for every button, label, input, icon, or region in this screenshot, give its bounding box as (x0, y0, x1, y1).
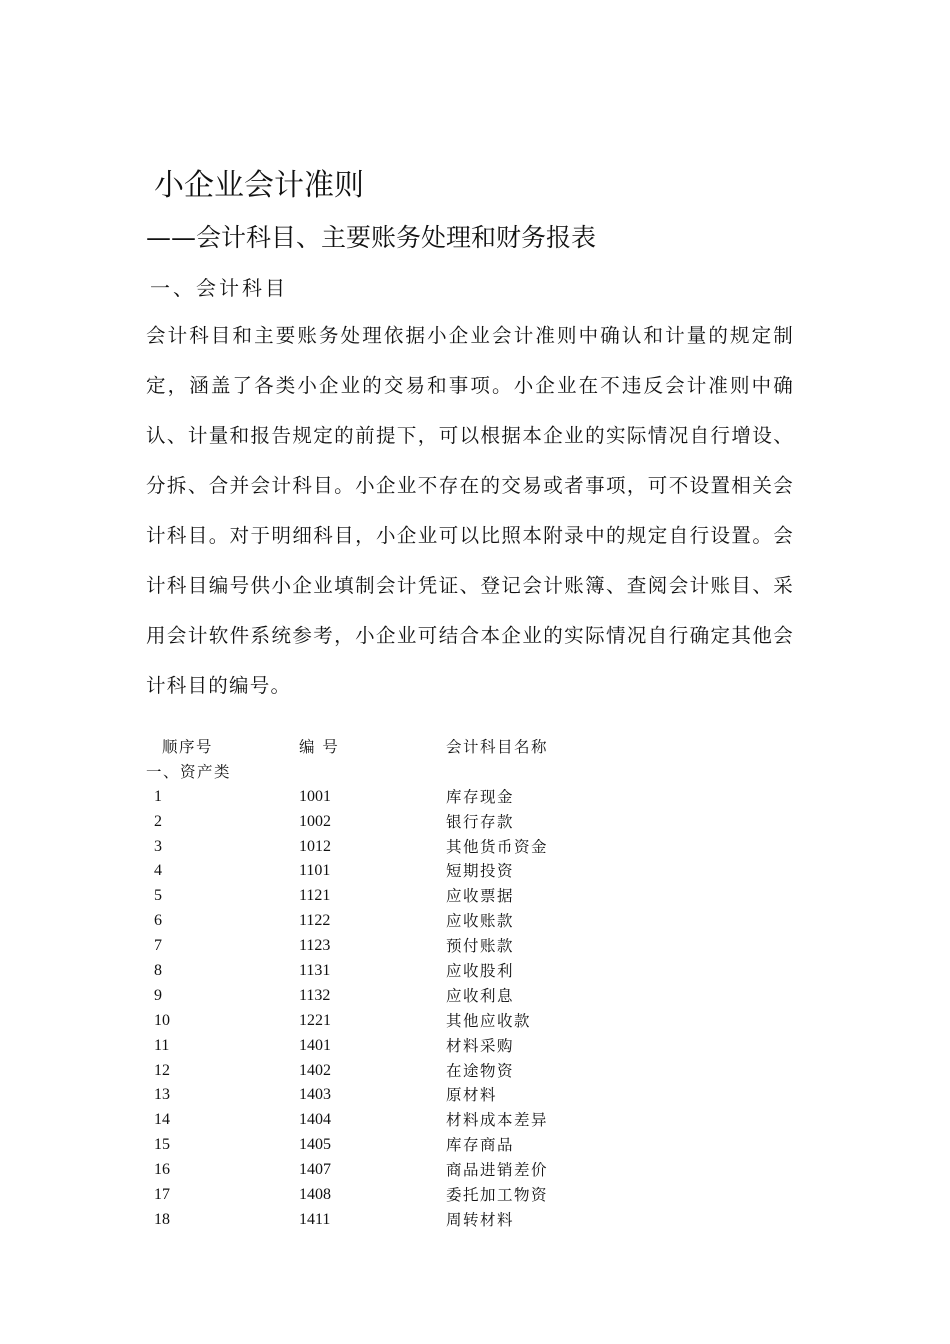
code-cell: 1402 (299, 1061, 331, 1079)
header-seq: 顺序号 (162, 738, 214, 756)
code-cell: 1122 (299, 912, 331, 930)
seq-cell: 12 (154, 1061, 170, 1079)
code-cell: 1408 (299, 1186, 331, 1204)
table-header-row (146, 735, 626, 760)
seq-cell: 15 (154, 1136, 170, 1154)
seq-cell: 16 (154, 1161, 170, 1179)
document-title: 小企业会计准则 (154, 168, 364, 203)
account-name-cell: 周转材料 (446, 1210, 515, 1229)
account-name-cell: 其他应收款 (446, 1011, 532, 1030)
code-cell: 1404 (299, 1111, 331, 1129)
account-name-cell: 预付账款 (446, 937, 515, 956)
seq-cell: 10 (154, 1011, 170, 1029)
seq-cell: 6 (154, 912, 162, 930)
table-row (146, 984, 626, 1009)
section-heading: 一、会计科目 (150, 276, 288, 300)
account-name-cell: 委托加工物资 (446, 1186, 549, 1205)
table-row (146, 959, 626, 984)
table-row (146, 1208, 626, 1233)
seq-cell: 5 (154, 887, 162, 905)
table-row (146, 909, 626, 934)
header-account-name: 会计科目名称 (446, 738, 549, 756)
account-name-cell: 库存现金 (446, 787, 515, 806)
code-cell: 1131 (299, 962, 331, 980)
table-row (146, 859, 626, 884)
seq-cell: 11 (154, 1036, 170, 1054)
seq-cell: 17 (154, 1186, 170, 1204)
header-code: 编 号 (299, 738, 340, 756)
account-name-cell: 其他货币资金 (446, 837, 549, 856)
seq-cell: 7 (154, 937, 162, 955)
intro-paragraph: 会计科目和主要账务处理依据小企业会计准则中确认和计量的规定制定，涵盖了各类小企业的交易和事项。小企业在不违反会计准则中确认、计量和报告规定的前提下，可以根据本企业的实际情况自行增设、分拆、合并会计科目。小企业不存在的交易或者事项，可不设置相关会计科目。对于明细科目，小企业可以比照本附录中的规定自行设置。会计科目编号供小企业填制会计凭证、登记会计账簿、查阅会计账目、采用会计软件系统参考，小企业可结合本企业的实际情况自行确定其他会计科目的编号。 (146, 324, 794, 697)
account-name-cell: 原材料 (446, 1086, 498, 1105)
code-cell: 1101 (299, 862, 331, 880)
code-cell: 1132 (299, 986, 331, 1004)
account-name-cell: 银行存款 (446, 812, 515, 831)
seq-cell: 14 (154, 1111, 170, 1129)
category-row (146, 760, 626, 785)
table-row (146, 1158, 626, 1183)
table-row (146, 1083, 626, 1108)
code-cell: 1411 (299, 1210, 331, 1228)
table-row (146, 1133, 626, 1158)
category-label: 一、资产类 (146, 762, 232, 781)
code-cell: 1012 (299, 837, 331, 855)
code-cell: 1401 (299, 1036, 331, 1054)
account-name-cell: 应收票据 (446, 887, 515, 906)
table-row (146, 1108, 626, 1133)
code-cell: 1002 (299, 812, 331, 830)
table-row (146, 1034, 626, 1059)
table-row (146, 884, 626, 909)
seq-cell: 2 (154, 812, 162, 830)
account-name-cell: 应收账款 (446, 912, 515, 931)
seq-cell: 3 (154, 837, 162, 855)
code-cell: 1405 (299, 1136, 331, 1154)
seq-cell: 13 (154, 1086, 170, 1104)
code-cell: 1123 (299, 937, 331, 955)
seq-cell: 1 (154, 787, 162, 805)
account-code-table (146, 735, 626, 1233)
account-name-cell: 材料成本差异 (446, 1111, 549, 1130)
code-cell: 1221 (299, 1011, 331, 1029)
table-row (146, 785, 626, 810)
table-row (146, 810, 626, 835)
account-name-cell: 在途物资 (446, 1061, 515, 1080)
table-row (146, 1059, 626, 1084)
seq-cell: 18 (154, 1210, 170, 1228)
account-name-cell: 应收股利 (446, 962, 515, 981)
code-cell: 1001 (299, 787, 331, 805)
seq-cell: 4 (154, 862, 162, 880)
table-body (146, 785, 626, 1233)
table-row (146, 835, 626, 860)
table-row (146, 1183, 626, 1208)
account-name-cell: 库存商品 (446, 1136, 515, 1155)
document-subtitle: ——会计科目、主要账务处理和财务报表 (146, 223, 597, 252)
account-name-cell: 短期投资 (446, 862, 515, 881)
code-cell: 1407 (299, 1161, 331, 1179)
code-cell: 1121 (299, 887, 331, 905)
table-row (146, 1009, 626, 1034)
account-name-cell: 材料采购 (446, 1036, 515, 1055)
seq-cell: 9 (154, 986, 162, 1004)
account-name-cell: 商品进销差价 (446, 1161, 549, 1180)
code-cell: 1403 (299, 1086, 331, 1104)
seq-cell: 8 (154, 962, 162, 980)
table-row (146, 934, 626, 959)
account-name-cell: 应收利息 (446, 986, 515, 1005)
